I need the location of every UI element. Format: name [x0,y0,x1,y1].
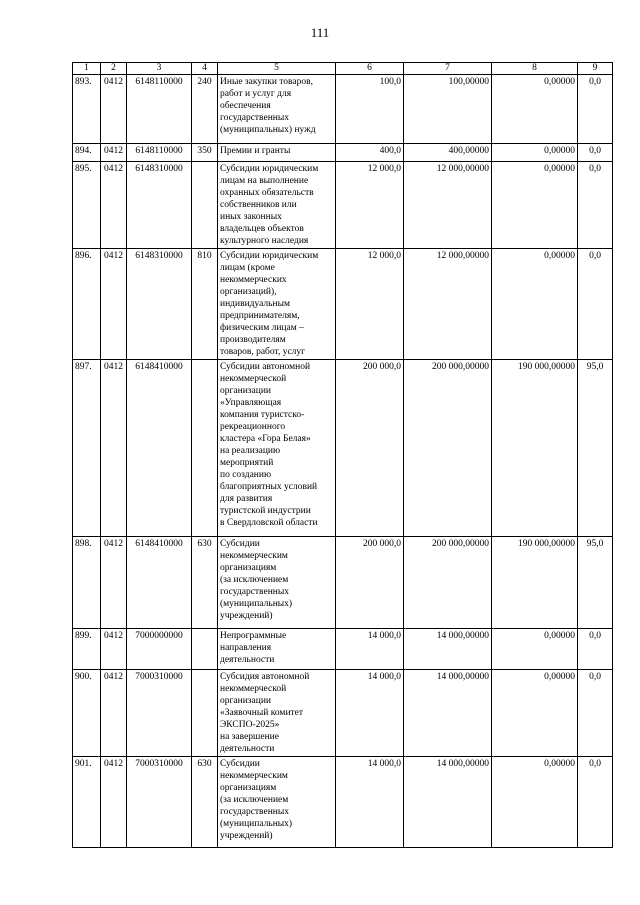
description-cell [218,757,336,848]
amount-executed-cell: 190 000,00000 [492,537,578,629]
expense-type-cell: 350 [192,144,218,162]
target-code-cell: 6148410000 [127,537,192,629]
amount-funded-cell: 100,00000 [404,75,492,144]
description-cell [218,629,336,670]
amount-executed-cell: 0,00000 [492,629,578,670]
section-code-cell: 0412 [101,537,127,629]
amount-approved-cell: 12 000,0 [336,162,404,249]
percent-cell: 0,0 [578,629,613,670]
row-number-cell: 893. [73,75,101,144]
description-line: Непрограммные [220,631,287,641]
amount-approved-cell: 200 000,0 [336,360,404,537]
amount-funded-cell: 12 000,00000 [404,249,492,360]
amount-approved-cell: 14 000,0 [336,670,404,757]
description-line: лицам (кроме [220,263,275,273]
description-line: в Свердловской области [220,518,318,528]
target-code-cell: 6148110000 [127,144,192,162]
expense-type-cell [192,360,218,537]
description-line: владельцев объектов [220,224,304,234]
expense-type-cell: 810 [192,249,218,360]
description-line: индивидуальным [220,299,290,309]
description-line: собственников или [220,200,297,210]
description-line: организациям [220,783,277,793]
section-code-cell: 0412 [101,249,127,360]
description-line: государственных [220,587,290,597]
description-line: государственных [220,807,290,817]
row-number-cell: 901. [73,757,101,848]
budget-table [72,62,613,848]
description-cell [218,75,336,144]
description-line: иных законных [220,212,282,222]
description-cell [218,670,336,757]
percent-cell: 0,0 [578,670,613,757]
description-line: Субсидии [220,759,260,769]
target-code-cell: 7000310000 [127,757,192,848]
description-cell [218,249,336,360]
amount-executed-cell: 0,00000 [492,144,578,162]
amount-executed-cell: 0,00000 [492,757,578,848]
column-header: 4 [192,63,218,75]
amount-funded-cell: 200 000,00000 [404,537,492,629]
table-row [73,249,613,360]
description-line: (муниципальных) [220,819,293,829]
amount-executed-cell: 0,00000 [492,75,578,144]
description-line: работ и услуг для [220,89,292,99]
amount-approved-cell: 400,0 [336,144,404,162]
description-cell [218,162,336,249]
target-code-cell: 7000310000 [127,670,192,757]
description-line: Субсидии [220,539,260,549]
description-line: Субсидия автономной [220,672,310,682]
description-line: рекреационного [220,422,286,432]
description-line: государственных [220,113,290,123]
table-row [73,757,613,848]
description-line: лицам на выполнение [220,176,309,186]
expense-type-cell [192,670,218,757]
target-code-cell: 7000000000 [127,629,192,670]
section-code-cell: 0412 [101,360,127,537]
description-line: организациям [220,563,277,573]
description-line: туристской индустрии [220,506,311,516]
percent-cell: 0,0 [578,757,613,848]
description-line: учреждений) [220,611,273,621]
amount-approved-cell: 14 000,0 [336,629,404,670]
percent-cell: 95,0 [578,360,613,537]
amount-funded-cell: 14 000,00000 [404,757,492,848]
header-row [73,63,613,75]
row-number-cell: 896. [73,249,101,360]
description-line: кластера «Гора Белая» [220,434,311,444]
description-line: некоммерческим [220,551,288,561]
description-line: Субсидии юридическим [220,251,319,261]
description-line: компания туристско- [220,410,305,420]
amount-approved-cell: 14 000,0 [336,757,404,848]
section-code-cell: 0412 [101,144,127,162]
table-row [73,537,613,629]
description-line: учреждений) [220,831,273,841]
expense-type-cell: 630 [192,757,218,848]
amount-funded-cell: 14 000,00000 [404,670,492,757]
target-code-cell: 6148310000 [127,249,192,360]
description-line: предпринимателям, [220,311,300,321]
amount-funded-cell: 14 000,00000 [404,629,492,670]
description-line: товаров, работ, услуг [220,347,306,357]
description-line: Субсидии автономной [220,362,311,372]
section-code-cell: 0412 [101,75,127,144]
target-code-cell: 6148310000 [127,162,192,249]
description-cell [218,537,336,629]
description-line: деятельности [220,744,275,754]
description-line: ЭКСПО-2025» [220,720,280,730]
section-code-cell: 0412 [101,629,127,670]
column-header: 7 [404,63,492,75]
description-line: Субсидии юридическим [220,164,319,174]
table-row [73,144,613,162]
description-line: обеспечения [220,101,271,111]
amount-executed-cell: 0,00000 [492,249,578,360]
description-line: организации [220,386,272,396]
row-number-cell: 894. [73,144,101,162]
column-header: 2 [101,63,127,75]
amount-approved-cell: 12 000,0 [336,249,404,360]
table-row [73,75,613,144]
description-line: (муниципальных) [220,599,293,609]
description-cell [218,360,336,537]
expense-type-cell [192,629,218,670]
description-line: некоммерческой [220,374,287,384]
target-code-cell: 6148410000 [127,360,192,537]
percent-cell: 0,0 [578,162,613,249]
description-line: благоприятных условий [220,482,318,492]
description-line: по созданию [220,470,272,480]
description-line: (за исключением [220,575,289,585]
column-header: 3 [127,63,192,75]
table-row [73,629,613,670]
description-line: некоммерческих [220,275,287,285]
section-code-cell: 0412 [101,670,127,757]
amount-approved-cell: 100,0 [336,75,404,144]
description-line: организаций), [220,287,277,297]
page-number: 111 [310,25,330,40]
expense-type-cell [192,162,218,249]
column-header: 5 [218,63,336,75]
description-line: Иные закупки товаров, [220,77,313,87]
table-row [73,162,613,249]
percent-cell: 95,0 [578,537,613,629]
description-line: производителям [220,335,286,345]
description-line: охранных обязательств [220,188,314,198]
description-line: физическим лицам – [220,323,304,333]
expense-type-cell: 240 [192,75,218,144]
column-header: 8 [492,63,578,75]
description-line: (за исключением [220,795,289,805]
row-number-cell: 895. [73,162,101,249]
row-number-cell: 897. [73,360,101,537]
amount-executed-cell: 0,00000 [492,670,578,757]
description-line: для развития [220,494,273,504]
description-cell [218,144,336,162]
description-line: «Заявочный комитет [220,708,304,718]
row-number-cell: 898. [73,537,101,629]
amount-funded-cell: 400,00000 [404,144,492,162]
description-line: на реализацию [220,446,281,456]
description-line: организации [220,696,272,706]
amount-funded-cell: 200 000,00000 [404,360,492,537]
description-line: на завершение [220,732,279,742]
percent-cell: 0,0 [578,75,613,144]
column-header: 6 [336,63,404,75]
description-line: «Управляющая [220,398,282,408]
table-body [73,75,613,848]
amount-approved-cell: 200 000,0 [336,537,404,629]
expense-type-cell: 630 [192,537,218,629]
description-line: деятельности [220,655,275,665]
column-header: 1 [73,63,101,75]
row-number-cell: 900. [73,670,101,757]
section-code-cell: 0412 [101,757,127,848]
description-line: некоммерческим [220,771,288,781]
percent-cell: 0,0 [578,249,613,360]
column-header: 9 [578,63,613,75]
description-line: (муниципальных) нужд [220,125,316,135]
target-code-cell: 6148110000 [127,75,192,144]
amount-funded-cell: 12 000,00000 [404,162,492,249]
description-line: мероприятий [220,458,274,468]
description-line: культурного наследия [220,236,309,246]
table-row [73,360,613,537]
percent-cell: 0,0 [578,144,613,162]
amount-executed-cell: 190 000,00000 [492,360,578,537]
amount-executed-cell: 0,00000 [492,162,578,249]
description-line: некоммерческой [220,684,287,694]
table-row [73,670,613,757]
section-code-cell: 0412 [101,162,127,249]
description-line: Премии и гранты [220,146,291,156]
row-number-cell: 899. [73,629,101,670]
description-line: направления [220,643,272,653]
